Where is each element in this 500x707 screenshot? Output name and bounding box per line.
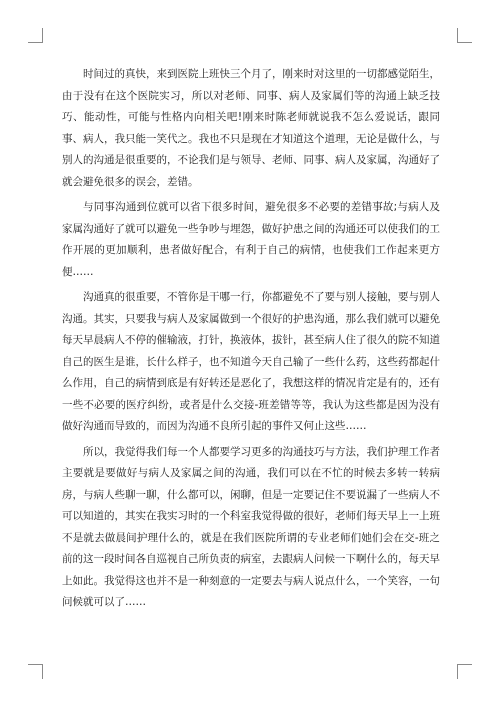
crop-mark-bottom-left [28, 664, 43, 679]
document-body [62, 64, 440, 618]
crop-mark-top-right [457, 28, 472, 43]
crop-mark-top-left [28, 28, 43, 43]
paragraph-3: 沟通真的很重要，不管你是干哪一行，你都避免不了要与别人接触，要与别人沟通。其实，只要我与病人及家属做到一个很好的护患沟通，那么我们就可以避免每天早晨病人不停的催输液，打针，换液体，拔针，甚至病人住了很久的院不知道自己的医生是谁，长什么样子，也不知道今天自己输了一些什么药，这些药都起什么作用，自己的病情到底是有好转还是恶化了，我想这样的情况肯定是有的，还有一些不必要的医疗纠纷，或者是什么交接-班差错等等，我认为这些都是因为没有做好沟通而导致的，而因为沟通不良所引起的事件又何止这些…… [62, 291, 440, 432]
paragraph-4: 所以，我觉得我们每一个人都要学习更多的沟通技巧与方法，我们护理工作者主要就是要做好与病人及家属之间的沟通，我们可以在不忙的时候去多转一转病房，与病人些聊一聊，什么都可以，闲聊，但是一定要记住不要说漏了一些病人不可以知道的，其实在我实习时的一个科室我觉得做的很好，老师们每天早上一上班不是就去做晨间护理什么的，就是在我们医院所谓的专业老师们她们会在交-班之前的这一段时间各自巡视自己所负责的病室，去跟病人问候一下啊什么的，每天早上如此。我觉得这也并不是一种刻意的一定要去与病人说点什么，一个笑容，一句问候就可以了…… [62, 445, 440, 608]
crop-mark-bottom-right [457, 664, 472, 679]
paragraph-2: 与同事沟通到位就可以省下很多时间，避免很多不必要的差错事故;与病人及家属沟通好了就可以避免一些争吵与埋怨，做好护患之间的沟通还可以使我们的工作开展的更加顺利，患者做好配合，有利于自己的病情，也使我们工作起来更方便…… [62, 201, 440, 278]
paragraph-1: 时间过的真快，来到医院上班快三个月了，刚来时对这里的一切都感觉陌生，由于没有在这个医院实习，所以对老师、同事、病人及家属们等的沟通上缺乏技巧、能动性，可能与性格内向相关吧!刚来时陈老师就说我不怎么爱说话，跟同事、病人，我只能一笑代之。我也不只是现在才知道这个道理，无论是做什么，与别人的沟通是很重要的，不论我们是与领导、老师、同事、病人及家属，沟通好了就会避免很多的误会，差错。 [62, 68, 440, 188]
